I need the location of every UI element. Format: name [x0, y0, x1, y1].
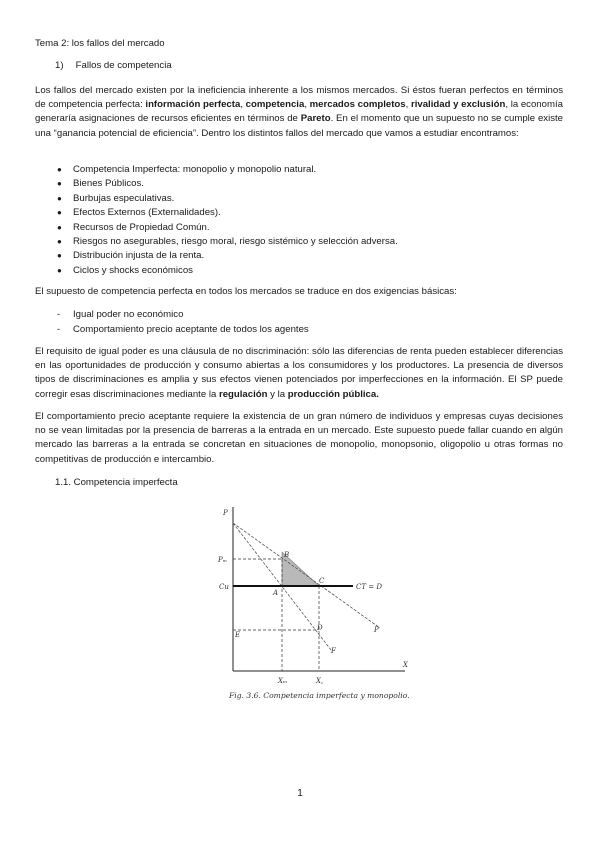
list-item — [55, 221, 398, 235]
text-run: . En el momento que un supuesto no se cumple existe una “ganancia potencial de eficiencia”. Dentro los distintos fallos del mercado que vamos a estudiar encontramos: — [35, 113, 563, 139]
bullet-icon: ● — [57, 236, 62, 246]
demand-curve — [233, 523, 380, 628]
text-run: El requisito de igual poder es una cláusula de no discriminación: sólo las diferencias de renta pueden establecer diferencias en las oportunidades de producción y consumo abiertas a los consumidores y los productores. La presencia de diversos tipos de discriminaciones es amplia y sus efectos vienen potenciados por imperfecciones en la información. El SP puede corregir esas discriminaciones mediante la — [35, 346, 563, 400]
bold-term: regulación — [218, 388, 268, 400]
bold-term: Pareto — [300, 113, 331, 125]
text-run: , — [240, 99, 246, 111]
paragraph-equal-power — [35, 345, 563, 402]
marginal-cost-label: CT = D — [356, 583, 382, 591]
page-number: 1 — [297, 788, 303, 799]
point-a-label: A — [273, 589, 279, 597]
pm-label: Pₘ — [218, 556, 228, 564]
bold-term: producción pública. — [287, 388, 379, 400]
list-item — [55, 177, 398, 191]
list-item — [55, 323, 309, 338]
curve-p-label: P — [374, 626, 379, 634]
subsection-heading-competencia-imperfecta: 1.1. Competencia imperfecta — [55, 477, 178, 488]
market-failures-list — [55, 163, 398, 278]
monopoly-diagram — [215, 503, 415, 689]
xc-label: X꜀ — [316, 677, 324, 685]
list-item-text: Burbujas especulativas. — [73, 192, 175, 204]
section-heading-fallos-competencia — [55, 59, 172, 73]
section-number: 1) — [55, 60, 64, 71]
list-item-text: Distribución injusta de la renta. — [73, 250, 205, 262]
curve-f-label: F — [331, 647, 336, 655]
document-title: Tema 2: los fallos del mercado — [35, 38, 165, 49]
list-item — [55, 249, 398, 263]
dash-bullet: - — [57, 309, 61, 320]
paragraph-intro — [35, 84, 563, 141]
x-axis-label: X — [403, 661, 408, 669]
list-item-text: Ciclos y shocks económicos — [73, 264, 193, 276]
bold-term: rivalidad y exclusión — [410, 99, 506, 111]
list-item-text: Competencia Imperfecta: monopolio y monopolio natural. — [73, 164, 317, 175]
list-item — [55, 192, 398, 206]
list-item-text: Efectos Externos (Externalidades). — [73, 207, 221, 219]
bullet-icon: ● — [57, 193, 62, 203]
bold-term: información perfecta — [145, 99, 241, 111]
text-run: , — [304, 99, 310, 111]
list-item-text: Comportamiento precio aceptante de todos los agentes — [73, 323, 309, 335]
list-item — [55, 235, 398, 249]
paragraph-requirements-intro: El supuesto de competencia perfecta en todos los mercados se traduce en dos exigencias básicas: — [35, 286, 457, 297]
e-label: E — [235, 631, 241, 639]
list-item-text: Recursos de Propiedad Común. — [73, 221, 210, 233]
xm-label: Xₘ — [278, 677, 288, 685]
cu-label: Cu — [219, 583, 229, 591]
point-d-label: D — [317, 624, 323, 632]
bullet-icon: ● — [57, 165, 62, 174]
point-c-label: C — [319, 577, 325, 585]
list-item-text: Riesgos no asegurables, riesgo moral, riesgo sistémico y selección adversa. — [73, 235, 398, 247]
section-title: Fallos de competencia — [75, 60, 172, 71]
text-run: , — [405, 99, 411, 111]
list-item — [55, 308, 309, 323]
y-axis-label: P — [223, 509, 228, 517]
requirements-list — [55, 308, 309, 337]
bullet-icon: ● — [57, 179, 62, 189]
bullet-icon: ● — [57, 208, 62, 218]
list-item-text: Igual poder no económico — [73, 309, 184, 320]
list-item-text: Bienes Públicos. — [73, 178, 144, 190]
bullet-icon: ● — [57, 251, 62, 261]
list-item — [55, 163, 398, 177]
list-item — [55, 206, 398, 220]
list-item — [55, 264, 398, 278]
bold-term: mercados completos — [309, 99, 406, 111]
text-run: , la economía generaría asignaciones de recursos eficientes en términos de — [35, 99, 563, 125]
paragraph-price-taking: El comportamiento precio aceptante requiere la existencia de un gran número de individuos y empresas cuyas decisiones no se vean limitadas por la presencia de barreras a la entrada en un mercado. Este supuesto puede fallar cuando en algún mercado las barreras a la entrada se concretan en situaciones de monopolio, monopsonio, oligopolio u otras formas no competitivas de producción e intercambio. — [35, 411, 563, 465]
point-b-label: B — [284, 551, 290, 559]
bullet-icon: ● — [57, 265, 62, 275]
text-run: y la — [267, 388, 288, 400]
figure-caption: Fig. 3.6. Competencia imperfecta y monopolio. — [229, 691, 410, 700]
dash-bullet: - — [57, 323, 61, 335]
bullet-icon: ● — [57, 222, 62, 232]
text-run: Los fallos del mercado existen por la ineficiencia inherente a los mismos mercados. Si éstos fueran perfectos en términos de competencia perfecta: — [35, 85, 563, 111]
bold-term: competencia — [245, 99, 305, 111]
